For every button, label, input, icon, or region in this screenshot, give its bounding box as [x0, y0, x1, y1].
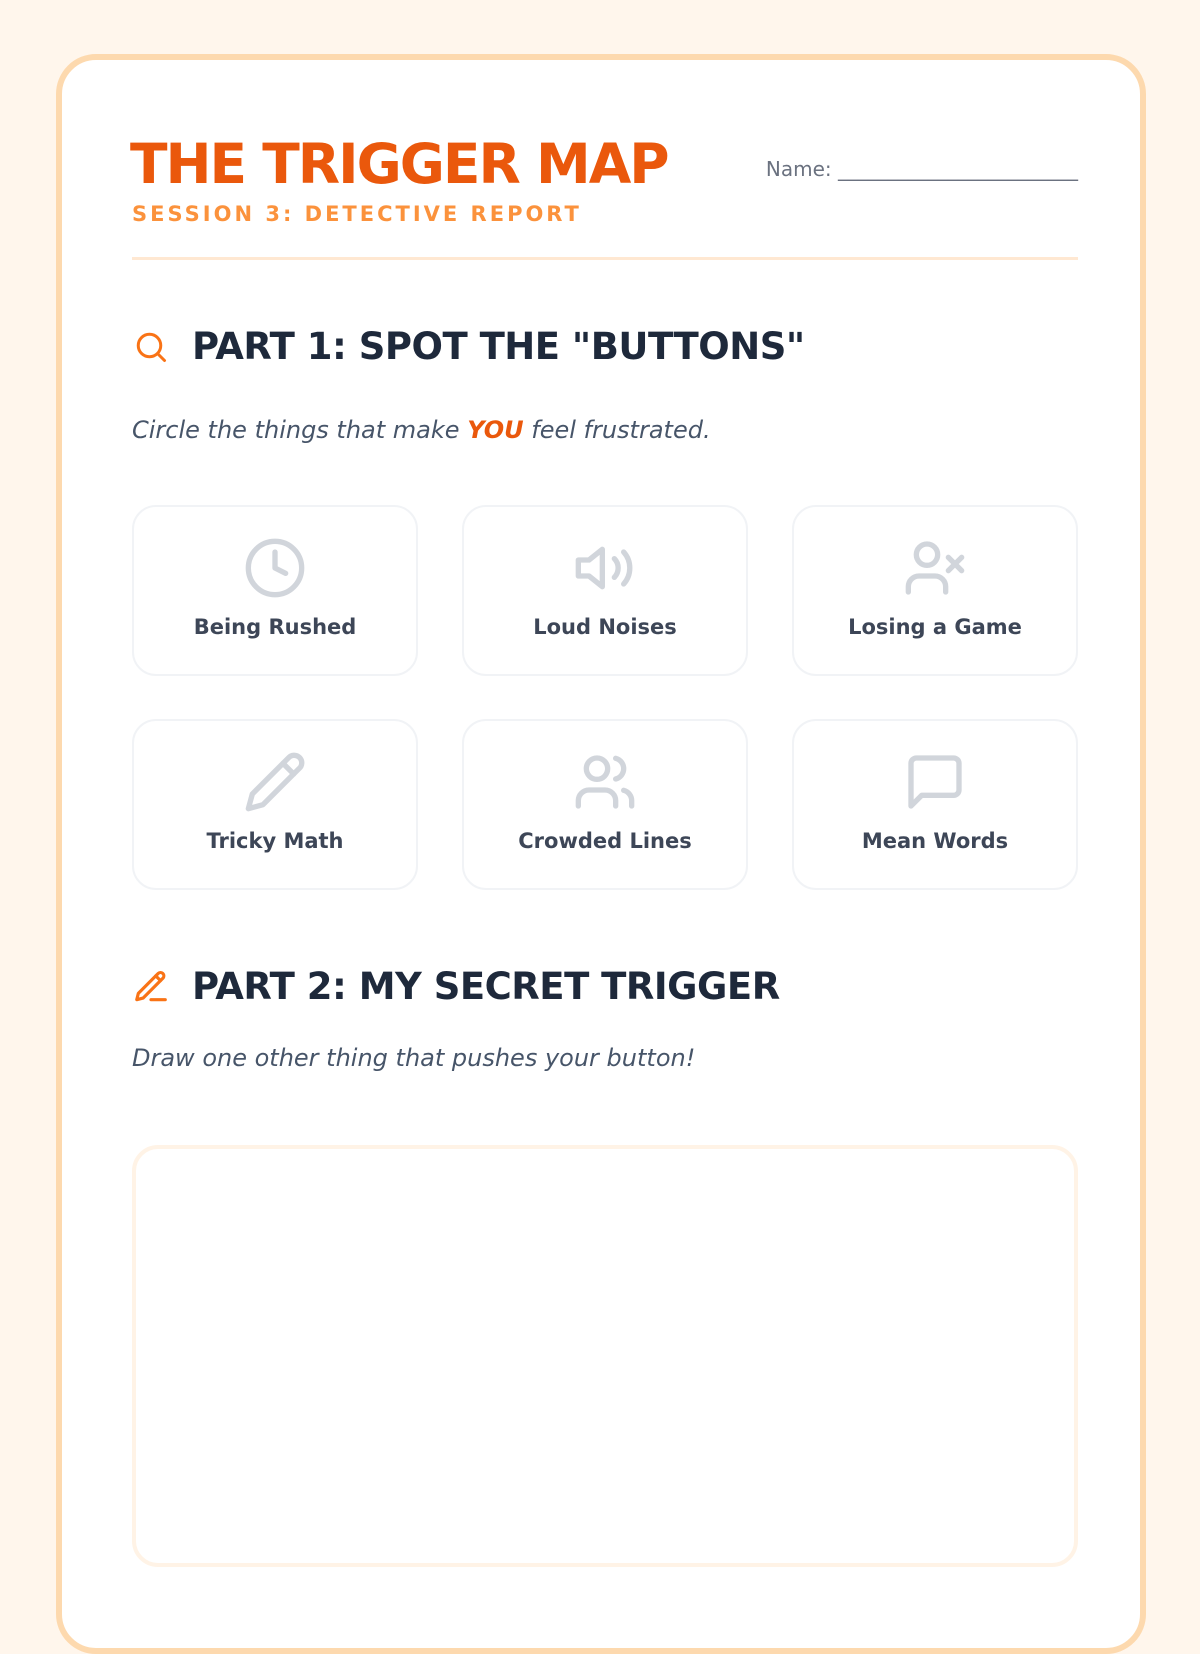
drawing-area[interactable] [132, 1145, 1078, 1567]
trigger-card-crowded-lines[interactable] [462, 719, 748, 890]
instruction-text-start: Circle the things that make [132, 416, 468, 444]
worksheet-card [56, 54, 1146, 1654]
clock-icon [242, 535, 308, 601]
instruction-emphasis: YOU [467, 416, 524, 444]
trigger-label: Losing a Game [848, 615, 1022, 639]
trigger-card-being-rushed[interactable] [132, 505, 418, 676]
trigger-card-mean-words[interactable] [792, 719, 1078, 890]
part2-heading-row [132, 965, 780, 1008]
trigger-label: Tricky Math [206, 829, 344, 853]
part1-heading-row [132, 325, 805, 368]
trigger-label: Crowded Lines [518, 829, 692, 853]
trigger-card-tricky-math[interactable] [132, 719, 418, 890]
part1-heading: PART 1: SPOT THE "BUTTONS" [192, 325, 805, 368]
trigger-grid [132, 505, 1078, 890]
pen-line-icon [132, 968, 170, 1006]
worksheet-title: THE TRIGGER MAP [130, 132, 668, 196]
pencil-icon [242, 749, 308, 815]
trigger-label: Mean Words [861, 829, 1009, 853]
user-x-icon [902, 535, 968, 601]
part1-instruction [132, 416, 711, 444]
users-icon [572, 749, 638, 815]
trigger-label: Being Rushed [193, 615, 357, 639]
worksheet-header [132, 130, 1078, 260]
instruction-text-end: feel frustrated. [523, 416, 711, 444]
name-field[interactable]: Name: ________________________ [765, 157, 1078, 181]
speaker-icon [572, 535, 638, 601]
search-icon [132, 328, 170, 366]
worksheet-subtitle: SESSION 3: DETECTIVE REPORT [132, 202, 582, 226]
trigger-card-losing-a-game[interactable] [792, 505, 1078, 676]
message-square-icon [902, 749, 968, 815]
trigger-label: Loud Noises [533, 615, 677, 639]
part2-heading: PART 2: MY SECRET TRIGGER [192, 965, 780, 1008]
trigger-card-loud-noises[interactable] [462, 505, 748, 676]
part2-instruction: Draw one other thing that pushes your button! [132, 1044, 696, 1072]
